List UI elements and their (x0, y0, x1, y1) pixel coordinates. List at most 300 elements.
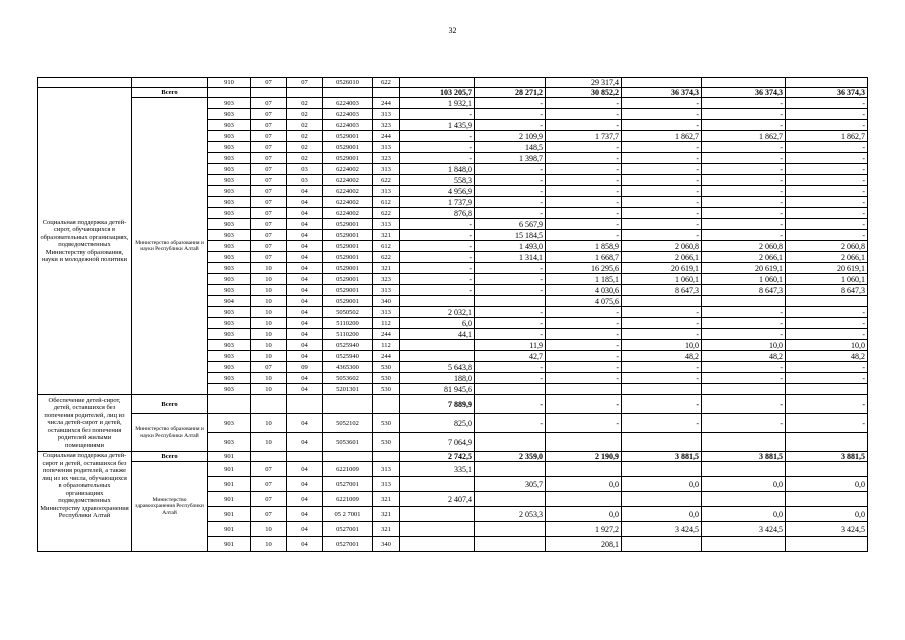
budget-table (37, 77, 868, 552)
subsection-code-cell: 04 (287, 285, 323, 296)
budget-code-cell: 903 (208, 329, 251, 340)
program-name-cell: Социальная поддержка детей-сирот и детей, оставшихся без попечения родителей, а также лиц из их числа, обучающихся в образовательных организациях подведомственных Министерству здравоохранения Республики Алтай (38, 452, 132, 552)
target-code-cell: 5053601 (323, 433, 373, 452)
value-cell: 2 066,1 (622, 252, 702, 263)
value-cell (475, 462, 546, 477)
total-label-cell: Всего (132, 395, 208, 414)
code-cell (251, 395, 287, 414)
value-cell (786, 296, 868, 307)
budget-code-cell: 903 (208, 362, 251, 373)
value-cell (786, 537, 868, 552)
value-cell: - (546, 329, 622, 340)
value-cell: - (475, 109, 546, 120)
value-cell (702, 384, 786, 395)
value-cell (622, 78, 702, 88)
target-code-cell: 0529001 (323, 241, 373, 252)
value-cell: - (702, 153, 786, 164)
value-cell: - (622, 219, 702, 230)
budget-code-cell: 903 (208, 384, 251, 395)
subsection-code-cell: 04 (287, 219, 323, 230)
value-cell: - (786, 318, 868, 329)
target-code-cell: 0529001 (323, 219, 373, 230)
total-value-cell: 36 374,3 (622, 88, 702, 98)
section-code-cell: 07 (251, 208, 287, 219)
code-cell (251, 452, 287, 462)
expense-type-cell: 323 (373, 120, 400, 131)
total-value-cell: - (622, 395, 702, 414)
code-cell: 910 (208, 78, 251, 88)
section-code-cell: 10 (251, 384, 287, 395)
code-cell (373, 88, 400, 98)
subsection-code-cell: 04 (287, 351, 323, 362)
budget-code-cell: 901 (208, 537, 251, 552)
page-number: 32 (448, 26, 457, 35)
total-row (38, 88, 868, 98)
value-cell: - (622, 208, 702, 219)
value-cell (400, 296, 475, 307)
value-cell: - (702, 230, 786, 241)
value-cell (702, 296, 786, 307)
section-code-cell: 07 (251, 477, 287, 492)
value-cell (702, 78, 786, 88)
value-cell: - (786, 98, 868, 109)
value-cell (475, 384, 546, 395)
value-cell: 2 032,1 (400, 307, 475, 318)
value-cell: 0,0 (622, 477, 702, 492)
value-cell: - (786, 186, 868, 197)
target-code-cell: 0529001 (323, 285, 373, 296)
expense-type-cell: 622 (373, 208, 400, 219)
value-cell: - (546, 142, 622, 153)
value-cell: - (622, 98, 702, 109)
value-cell (702, 433, 786, 452)
budget-code-cell: 903 (208, 142, 251, 153)
section-code-cell: 07 (251, 241, 287, 252)
target-code-cell: 0527001 (323, 537, 373, 552)
value-cell: 2 060,8 (702, 241, 786, 252)
subsection-code-cell: 04 (287, 373, 323, 384)
value-cell: 16 295,6 (546, 263, 622, 274)
value-cell: - (622, 186, 702, 197)
value-cell (786, 78, 868, 88)
value-cell: - (622, 318, 702, 329)
value-cell: - (786, 414, 868, 433)
value-cell (622, 492, 702, 507)
value-cell: 1 435,9 (400, 120, 475, 131)
value-cell: 2 066,1 (702, 252, 786, 263)
value-cell: 8 647,3 (786, 285, 868, 296)
value-cell (546, 384, 622, 395)
subsection-code-cell: 04 (287, 492, 323, 507)
value-cell: 335,1 (400, 462, 475, 477)
code-cell: 07 (251, 78, 287, 88)
program-name-cell (38, 78, 132, 88)
expense-type-cell: 112 (373, 340, 400, 351)
value-cell: 825,0 (400, 414, 475, 433)
value-cell (786, 433, 868, 452)
section-code-cell: 07 (251, 492, 287, 507)
section-code-cell: 07 (251, 252, 287, 263)
value-cell: 10,0 (702, 340, 786, 351)
value-cell: 10,0 (786, 340, 868, 351)
section-code-cell: 07 (251, 362, 287, 373)
subsection-code-cell: 04 (287, 252, 323, 263)
value-cell: 1 060,1 (622, 274, 702, 285)
table-row (38, 98, 868, 109)
target-code-cell: 5050502 (323, 307, 373, 318)
value-cell: - (702, 219, 786, 230)
value-cell: - (546, 340, 622, 351)
value-cell: 10,0 (622, 340, 702, 351)
value-cell: 305,7 (475, 477, 546, 492)
table-row (38, 78, 868, 88)
value-cell: 1 862,7 (786, 131, 868, 142)
code-cell: 901 (208, 452, 251, 462)
expense-type-cell: 244 (373, 98, 400, 109)
code-cell (251, 88, 287, 98)
value-cell: 2 407,4 (400, 492, 475, 507)
code-cell (287, 452, 323, 462)
budget-code-cell: 901 (208, 462, 251, 477)
target-code-cell: 0529001 (323, 142, 373, 153)
expense-type-cell: 321 (373, 230, 400, 241)
expense-type-cell: 321 (373, 492, 400, 507)
value-cell: 0,0 (786, 477, 868, 492)
expense-type-cell: 321 (373, 522, 400, 537)
section-code-cell: 07 (251, 164, 287, 175)
value-cell (400, 351, 475, 362)
value-cell: 2 060,8 (786, 241, 868, 252)
subsection-code-cell: 04 (287, 340, 323, 351)
value-cell: 6 567,9 (475, 219, 546, 230)
value-cell (622, 462, 702, 477)
subsection-code-cell: 04 (287, 522, 323, 537)
value-cell: - (622, 329, 702, 340)
code-cell (373, 452, 400, 462)
budget-code-cell: 901 (208, 507, 251, 522)
value-cell (400, 507, 475, 522)
value-cell: - (702, 307, 786, 318)
value-cell: - (546, 208, 622, 219)
target-code-cell: 0529001 (323, 263, 373, 274)
subsection-code-cell: 02 (287, 153, 323, 164)
target-code-cell: 0529001 (323, 153, 373, 164)
table-row (38, 462, 868, 477)
section-code-cell: 10 (251, 373, 287, 384)
budget-code-cell: 903 (208, 263, 251, 274)
value-cell: 1 493,0 (475, 241, 546, 252)
value-cell: - (702, 318, 786, 329)
target-code-cell: 5110200 (323, 318, 373, 329)
value-cell: 0,0 (702, 477, 786, 492)
value-cell: - (622, 153, 702, 164)
value-cell: 5 643,8 (400, 362, 475, 373)
target-code-cell: 5110200 (323, 329, 373, 340)
expense-type-cell: 244 (373, 351, 400, 362)
value-cell (546, 433, 622, 452)
budget-code-cell: 901 (208, 492, 251, 507)
target-code-cell: 6224003 (323, 120, 373, 131)
target-code-cell: 0525940 (323, 351, 373, 362)
value-cell: - (702, 186, 786, 197)
expense-type-cell: 244 (373, 131, 400, 142)
value-cell (622, 384, 702, 395)
section-code-cell: 07 (251, 142, 287, 153)
value-cell (475, 537, 546, 552)
value-cell (622, 296, 702, 307)
subsection-code-cell: 03 (287, 164, 323, 175)
value-cell: 0,0 (786, 507, 868, 522)
value-cell: 2 109,9 (475, 131, 546, 142)
expense-type-cell: 313 (373, 109, 400, 120)
code-cell: 622 (373, 78, 400, 88)
value-cell: - (400, 241, 475, 252)
section-code-cell: 10 (251, 433, 287, 452)
subsection-code-cell: 09 (287, 362, 323, 373)
total-value-cell: 103 205,7 (400, 88, 475, 98)
expense-type-cell: 530 (373, 384, 400, 395)
value-cell: - (475, 362, 546, 373)
target-code-cell: 5201301 (323, 384, 373, 395)
expense-type-cell: 622 (373, 252, 400, 263)
expense-type-cell: 313 (373, 307, 400, 318)
section-code-cell: 07 (251, 109, 287, 120)
value-cell: - (786, 373, 868, 384)
value-cell: 1 185,1 (546, 274, 622, 285)
program-name-cell: Обеспечение детей-сирот, детей, оставшихся без попечения родителей, лиц из числа детей-сирот и детей, оставшихся без попечения родителей жилыми помещениями (38, 395, 132, 452)
value-cell: - (475, 307, 546, 318)
section-code-cell: 07 (251, 219, 287, 230)
budget-code-cell: 904 (208, 296, 251, 307)
section-code-cell: 10 (251, 414, 287, 433)
value-cell: - (702, 142, 786, 153)
expense-type-cell: 321 (373, 263, 400, 274)
total-value-cell: - (475, 395, 546, 414)
budget-code-cell: 903 (208, 219, 251, 230)
value-cell: - (546, 307, 622, 318)
expense-type-cell: 313 (373, 186, 400, 197)
expense-type-cell: 313 (373, 164, 400, 175)
subsection-code-cell: 04 (287, 462, 323, 477)
total-label-cell: Всего (132, 88, 208, 98)
expense-type-cell: 313 (373, 142, 400, 153)
value-cell (786, 492, 868, 507)
budget-code-cell: 903 (208, 351, 251, 362)
section-code-cell: 10 (251, 351, 287, 362)
value-cell: - (622, 120, 702, 131)
budget-code-cell: 903 (208, 373, 251, 384)
value-cell (546, 462, 622, 477)
subsection-code-cell: 04 (287, 477, 323, 492)
value-cell: 1 314,1 (475, 252, 546, 263)
total-value-cell: - (702, 395, 786, 414)
value-cell: - (400, 263, 475, 274)
value-cell: - (475, 285, 546, 296)
value-cell: - (702, 414, 786, 433)
code-cell: 07 (287, 78, 323, 88)
value-cell: 7 064,9 (400, 433, 475, 452)
target-code-cell: 0529001 (323, 274, 373, 285)
target-code-cell: 6221009 (323, 462, 373, 477)
section-code-cell: 07 (251, 462, 287, 477)
value-cell: - (786, 219, 868, 230)
value-cell: - (546, 414, 622, 433)
value-cell: - (475, 373, 546, 384)
target-code-cell: 0527001 (323, 522, 373, 537)
value-cell: - (702, 164, 786, 175)
subsection-code-cell: 04 (287, 263, 323, 274)
budget-code-cell: 903 (208, 131, 251, 142)
target-code-cell: 0529001 (323, 252, 373, 263)
section-code-cell: 10 (251, 296, 287, 307)
code-cell (208, 88, 251, 98)
budget-code-cell: 903 (208, 197, 251, 208)
value-cell (546, 492, 622, 507)
budget-code-cell: 903 (208, 175, 251, 186)
expense-type-cell: 530 (373, 433, 400, 452)
expense-type-cell: 323 (373, 274, 400, 285)
value-cell: - (786, 175, 868, 186)
subsection-code-cell: 02 (287, 131, 323, 142)
value-cell: - (786, 197, 868, 208)
value-cell: 0,0 (546, 477, 622, 492)
value-cell: - (786, 362, 868, 373)
value-cell: 4 075,6 (546, 296, 622, 307)
value-cell: - (622, 197, 702, 208)
budget-code-cell: 903 (208, 153, 251, 164)
value-cell: 3 424,5 (786, 522, 868, 537)
section-code-cell: 07 (251, 98, 287, 109)
value-cell: - (546, 219, 622, 230)
value-cell: - (400, 131, 475, 142)
section-code-cell: 07 (251, 230, 287, 241)
target-code-cell: 6224003 (323, 98, 373, 109)
total-row (38, 395, 868, 414)
section-code-cell: 07 (251, 120, 287, 131)
value-cell: - (702, 98, 786, 109)
subsection-code-cell: 02 (287, 120, 323, 131)
value-cell (786, 462, 868, 477)
section-code-cell: 10 (251, 274, 287, 285)
value-cell: - (400, 142, 475, 153)
value-cell: - (400, 274, 475, 285)
budget-code-cell: 903 (208, 307, 251, 318)
value-cell: 1 848,0 (400, 164, 475, 175)
section-code-cell: 07 (251, 131, 287, 142)
expense-type-cell: 612 (373, 197, 400, 208)
budget-code-cell: 901 (208, 522, 251, 537)
total-value-cell: 2 190,9 (546, 452, 622, 462)
value-cell (622, 537, 702, 552)
code-cell (287, 395, 323, 414)
code-cell (208, 395, 251, 414)
value-cell (475, 296, 546, 307)
total-value-cell: - (546, 395, 622, 414)
value-cell: 48,2 (622, 351, 702, 362)
value-cell: - (546, 175, 622, 186)
target-code-cell: 5053602 (323, 373, 373, 384)
value-cell (400, 477, 475, 492)
value-cell: 0,0 (702, 507, 786, 522)
section-code-cell: 10 (251, 285, 287, 296)
budget-code-cell: 903 (208, 186, 251, 197)
expense-type-cell: 313 (373, 462, 400, 477)
value-cell: 8 647,3 (702, 285, 786, 296)
budget-code-cell: 903 (208, 120, 251, 131)
expense-type-cell: 321 (373, 507, 400, 522)
value-cell: 3 424,5 (622, 522, 702, 537)
value-cell: - (400, 219, 475, 230)
budget-code-cell: 903 (208, 318, 251, 329)
value-cell (475, 492, 546, 507)
value-cell: - (622, 164, 702, 175)
value-cell: 8 647,3 (622, 285, 702, 296)
executor-cell: Министерство здравоохранения Республики Алтай (132, 462, 208, 552)
budget-code-cell: 903 (208, 252, 251, 263)
value-cell: - (786, 230, 868, 241)
subsection-code-cell: 04 (287, 241, 323, 252)
subsection-code-cell: 04 (287, 433, 323, 452)
section-code-cell: 07 (251, 507, 287, 522)
value-cell: - (702, 362, 786, 373)
subsection-code-cell: 02 (287, 98, 323, 109)
target-code-cell: 0527001 (323, 477, 373, 492)
section-code-cell: 10 (251, 537, 287, 552)
total-value-cell: 36 374,3 (702, 88, 786, 98)
total-value-cell: 7 889,9 (400, 395, 475, 414)
value-cell: - (546, 109, 622, 120)
value-cell: - (546, 230, 622, 241)
value-cell: 20 619,1 (786, 263, 868, 274)
value-cell: - (475, 263, 546, 274)
value-cell: - (475, 414, 546, 433)
value-cell (400, 340, 475, 351)
value-cell: 1 858,9 (546, 241, 622, 252)
value-cell: 20 619,1 (622, 263, 702, 274)
subsection-code-cell: 04 (287, 507, 323, 522)
expense-type-cell: 530 (373, 414, 400, 433)
value-cell: - (786, 109, 868, 120)
value-cell: - (475, 197, 546, 208)
value-cell: - (702, 175, 786, 186)
section-code-cell: 10 (251, 307, 287, 318)
code-cell: 0526010 (323, 78, 373, 88)
value-cell: - (546, 362, 622, 373)
value-cell: - (546, 164, 622, 175)
value-cell: 81 945,6 (400, 384, 475, 395)
executor-cell: Министерство образования и науки Республики Алтай (132, 414, 208, 452)
value-cell: - (622, 414, 702, 433)
expense-type-cell: 112 (373, 318, 400, 329)
subsection-code-cell: 04 (287, 329, 323, 340)
total-value-cell: 3 881,5 (622, 452, 702, 462)
section-code-cell: 10 (251, 329, 287, 340)
value-cell: - (786, 153, 868, 164)
value-cell: 4 956,9 (400, 186, 475, 197)
value-cell: - (546, 120, 622, 131)
value-cell: 148,5 (475, 142, 546, 153)
value-cell (702, 537, 786, 552)
value-cell: - (786, 164, 868, 175)
section-code-cell: 10 (251, 340, 287, 351)
value-cell: - (786, 142, 868, 153)
budget-code-cell: 903 (208, 433, 251, 452)
budget-code-cell: 903 (208, 241, 251, 252)
value-cell: - (786, 208, 868, 219)
value-cell: 29 317,4 (546, 78, 622, 88)
expense-type-cell: 530 (373, 362, 400, 373)
value-cell: - (702, 109, 786, 120)
